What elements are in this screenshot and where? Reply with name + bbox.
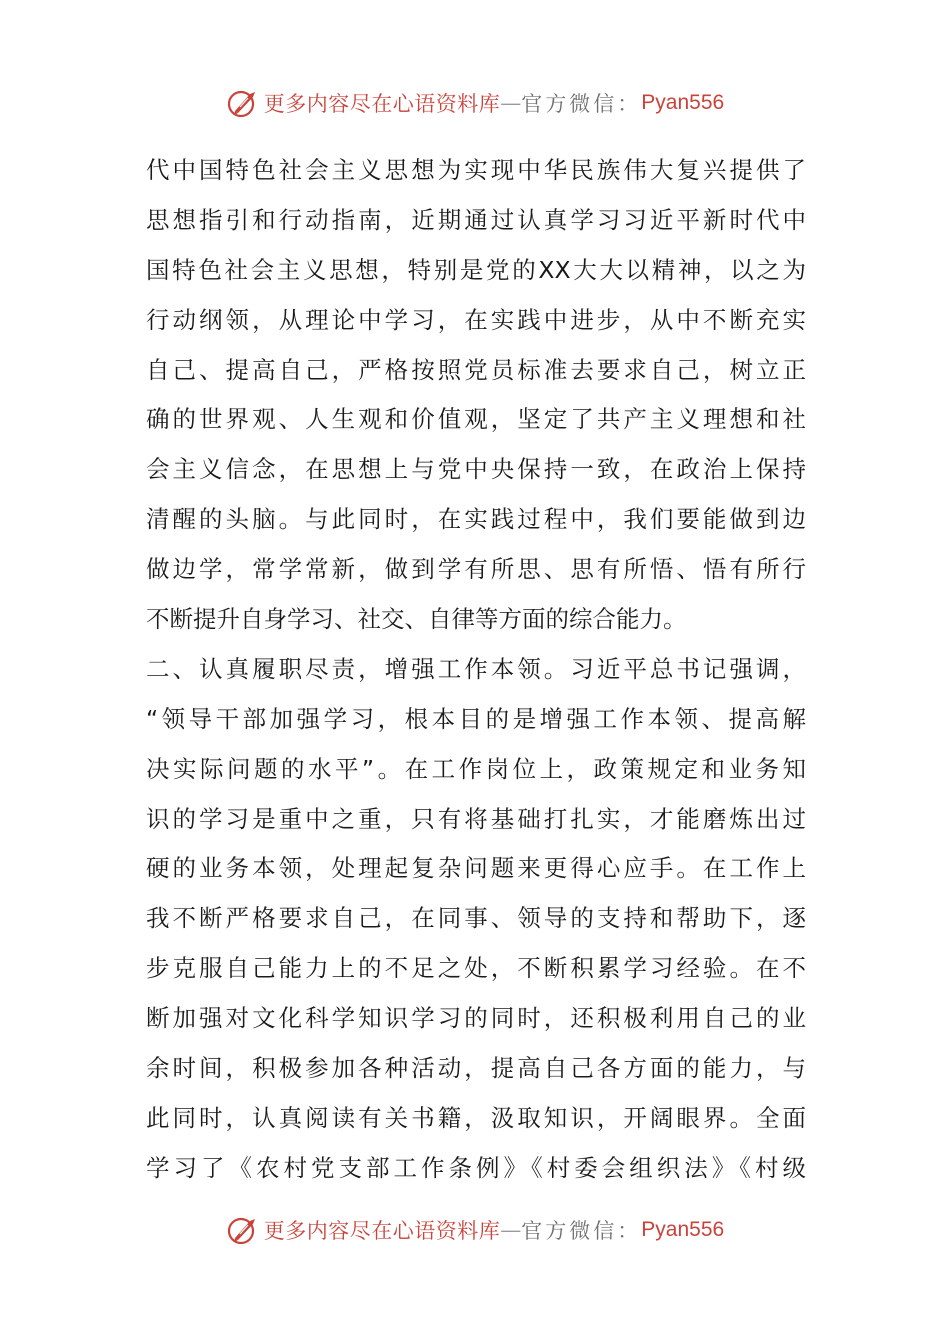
body-line: 行动纲领，从理论中学习，在实践中进步，从中不断充实 — [146, 305, 806, 334]
watermark-wechat-id: Pyan556 — [641, 1218, 725, 1241]
watermark-wechat-id: Pyan556 — [641, 91, 725, 114]
body-line: 清醒的头脑。与此同时，在实践过程中，我们要能做到边 — [146, 505, 806, 534]
body-line: 断加强对文化科学知识学习的同时，还积极利用自己的业 — [146, 1004, 806, 1033]
watermark-separator: — — [500, 91, 522, 115]
document-body — [146, 146, 806, 1194]
body-line: 自己、提高自己，严格按照党员标准去要求自己，树立正 — [146, 355, 806, 384]
watermark-brand: 更多内容尽在心语资料库 — [263, 92, 501, 116]
body-line: 确的世界观、人生观和价值观，坚定了共产主义理想和社 — [146, 405, 806, 434]
body-line: 国特色社会主义思想，特别是党的XX大大以精神，以之为 — [146, 255, 806, 284]
pen-nib-circle-icon — [226, 1213, 260, 1247]
body-line: 二、认真履职尽责，增强工作本领。习近平总书记强调， — [146, 654, 806, 683]
body-line: 决实际问题的水平”。在工作岗位上，政策规定和业务知 — [146, 754, 806, 783]
body-line: 学习了《农村党支部工作条例》《村委会组织法》《村级 — [146, 1153, 806, 1182]
watermark-footer — [0, 1210, 950, 1250]
body-line: 步克服自己能力上的不足之处，不断积累学习经验。在不 — [146, 954, 806, 983]
body-line: 识的学习是重中之重，只有将基础打扎实，才能磨炼出过 — [146, 804, 806, 833]
body-line: 不断提升自身学习、社交、自律等方面的综合能力。 — [146, 605, 687, 634]
body-line: 此同时，认真阅读有关书籍，汲取知识，开阔眼界。全面 — [146, 1103, 806, 1132]
body-line: 我不断严格要求自己，在同事、领导的支持和帮助下，逐 — [146, 904, 806, 933]
watermark-separator: — — [500, 1218, 522, 1242]
body-line: “领导干部加强学习，根本目的是增强工作本领、提高解 — [146, 704, 806, 733]
watermark-brand: 更多内容尽在心语资料库 — [263, 1219, 501, 1243]
body-line: 会主义信念，在思想上与党中央保持一致，在政治上保持 — [146, 455, 806, 484]
body-line: 思想指引和行动指南，近期通过认真学习习近平新时代中 — [146, 205, 806, 234]
pen-nib-circle-icon — [226, 86, 260, 120]
watermark-official-label: 官方微信： — [521, 1219, 642, 1243]
watermark-official-label: 官方微信： — [521, 92, 642, 116]
watermark-header — [0, 83, 950, 123]
body-line: 做边学，常学常新，做到学有所思、思有所悟、悟有所行 — [146, 555, 806, 584]
body-line: 余时间，积极参加各种活动，提高自己各方面的能力，与 — [146, 1054, 806, 1083]
body-line: 代中国特色社会主义思想为实现中华民族伟大复兴提供了 — [146, 156, 806, 184]
body-line: 硬的业务本领，处理起复杂问题来更得心应手。在工作上 — [146, 854, 806, 883]
